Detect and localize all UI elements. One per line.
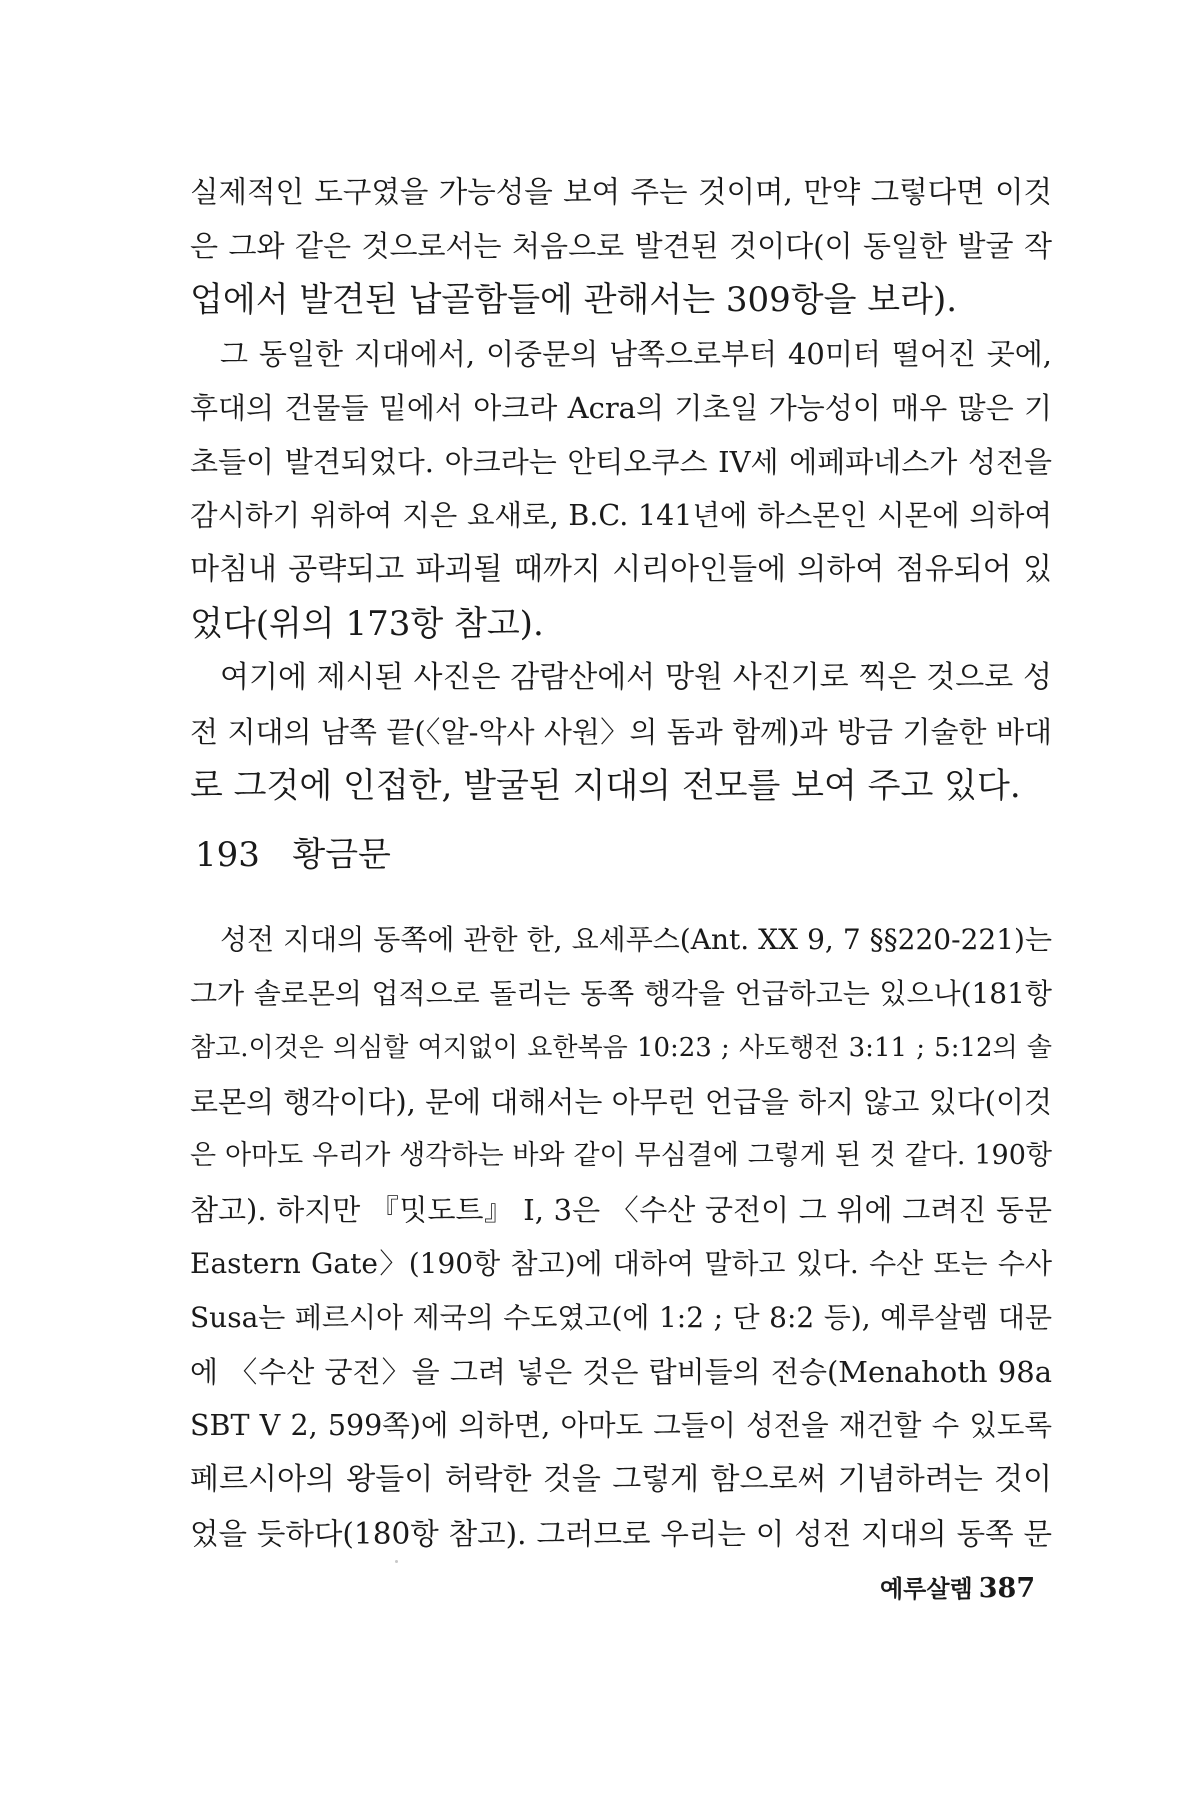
- page-footer: [880, 1573, 1035, 1605]
- text-line: 그가 솔로몬의 업적으로 돌리는 동쪽 행각을 언급하고는 있으나(181항: [190, 977, 1052, 1010]
- text-line: 후대의 건물들 밑에서 아크라 Acra의 기초일 가능성이 매우 많은 기: [190, 391, 1052, 425]
- text-line: 성전 지대의 동쪽에 관한 한, 요세푸스(Ant. XX 9, 7 §§220-221)는: [220, 923, 1052, 956]
- text-line: 초들이 발견되었다. 아크라는 안티오쿠스 IV세 에페파네스가 성전을: [190, 445, 1052, 479]
- text-line: 업에서 발견된 납골함들에 관해서는 309항을 보라).: [190, 280, 958, 320]
- text-line: 마침내 공략되고 파괴될 때까지 시리아인들에 의하여 점유되어 있: [190, 552, 1052, 587]
- text-line: SBT V 2, 599쪽)에 의하면, 아마도 그들이 성전을 재건할 수 있도록: [190, 1409, 1052, 1442]
- section-title: 황금문: [292, 835, 391, 875]
- section-number: 193: [195, 835, 260, 875]
- scan-speck: [395, 1560, 398, 1563]
- text-line: Susa는 페르시아 제국의 수도였고(에 1:2 ; 단 8:2 등), 예루살렘 대문: [190, 1301, 1052, 1334]
- text-line: 로몬의 행각이다), 문에 대해서는 아무런 언급을 하지 않고 있다(이것: [190, 1085, 1052, 1119]
- text-line: 었다(위의 173항 참고).: [190, 604, 544, 644]
- text-line: 전 지대의 남쪽 끝(〈알-악사 사원〉의 돔과 함께)과 방금 기술한 바대: [190, 715, 1052, 749]
- text-line: 페르시아의 왕들이 허락한 것을 그렇게 함으로써 기념하려는 것이: [190, 1462, 1052, 1497]
- running-title: 예루살렘: [880, 1575, 973, 1603]
- text-line: 실제적인 도구였을 가능성을 보여 주는 것이며, 만약 그렇다면 이것: [190, 175, 1052, 209]
- text-line: 감시하기 위하여 지은 요새로, B.C. 141년에 하스몬인 시몬에 의하여: [190, 499, 1052, 532]
- section-heading: [195, 835, 391, 875]
- text-line: 었을 듯하다(180항 참고). 그러므로 우리는 이 성전 지대의 동쪽 문: [190, 1517, 1052, 1551]
- text-line: 참고). 하지만 『밋도트』 I, 3은 〈수산 궁전이 그 위에 그려진 동문: [190, 1193, 1052, 1227]
- text-line: 은 그와 같은 것으로서는 처음으로 발견된 것이다(이 동일한 발굴 작: [190, 229, 1052, 263]
- text-line: Eastern Gate〉(190항 참고)에 대하여 말하고 있다. 수산 또는 수사: [190, 1247, 1052, 1280]
- text-line: 그 동일한 지대에서, 이중문의 남쪽으로부터 40미터 떨어진 곳에,: [220, 337, 1052, 371]
- page-number: 387: [978, 1573, 1036, 1604]
- text-line: 은 아마도 우리가 생각하는 바와 같이 무심결에 그렇게 된 것 같다. 190항: [190, 1140, 1052, 1171]
- text-line: 참고.이것은 의심할 여지없이 요한복음 10:23 ; 사도행전 3:11 ; 5:12의 솔: [190, 1033, 1052, 1063]
- text-line: 여기에 제시된 사진은 감람산에서 망원 사진기로 찍은 것으로 성: [220, 660, 1052, 695]
- text-line: 에 〈수산 궁전〉을 그려 넣은 것은 랍비들의 전승(Menahoth 98a: [190, 1355, 1052, 1389]
- text-line: 로 그것에 인접한, 발굴된 지대의 전모를 보여 주고 있다.: [190, 766, 1021, 806]
